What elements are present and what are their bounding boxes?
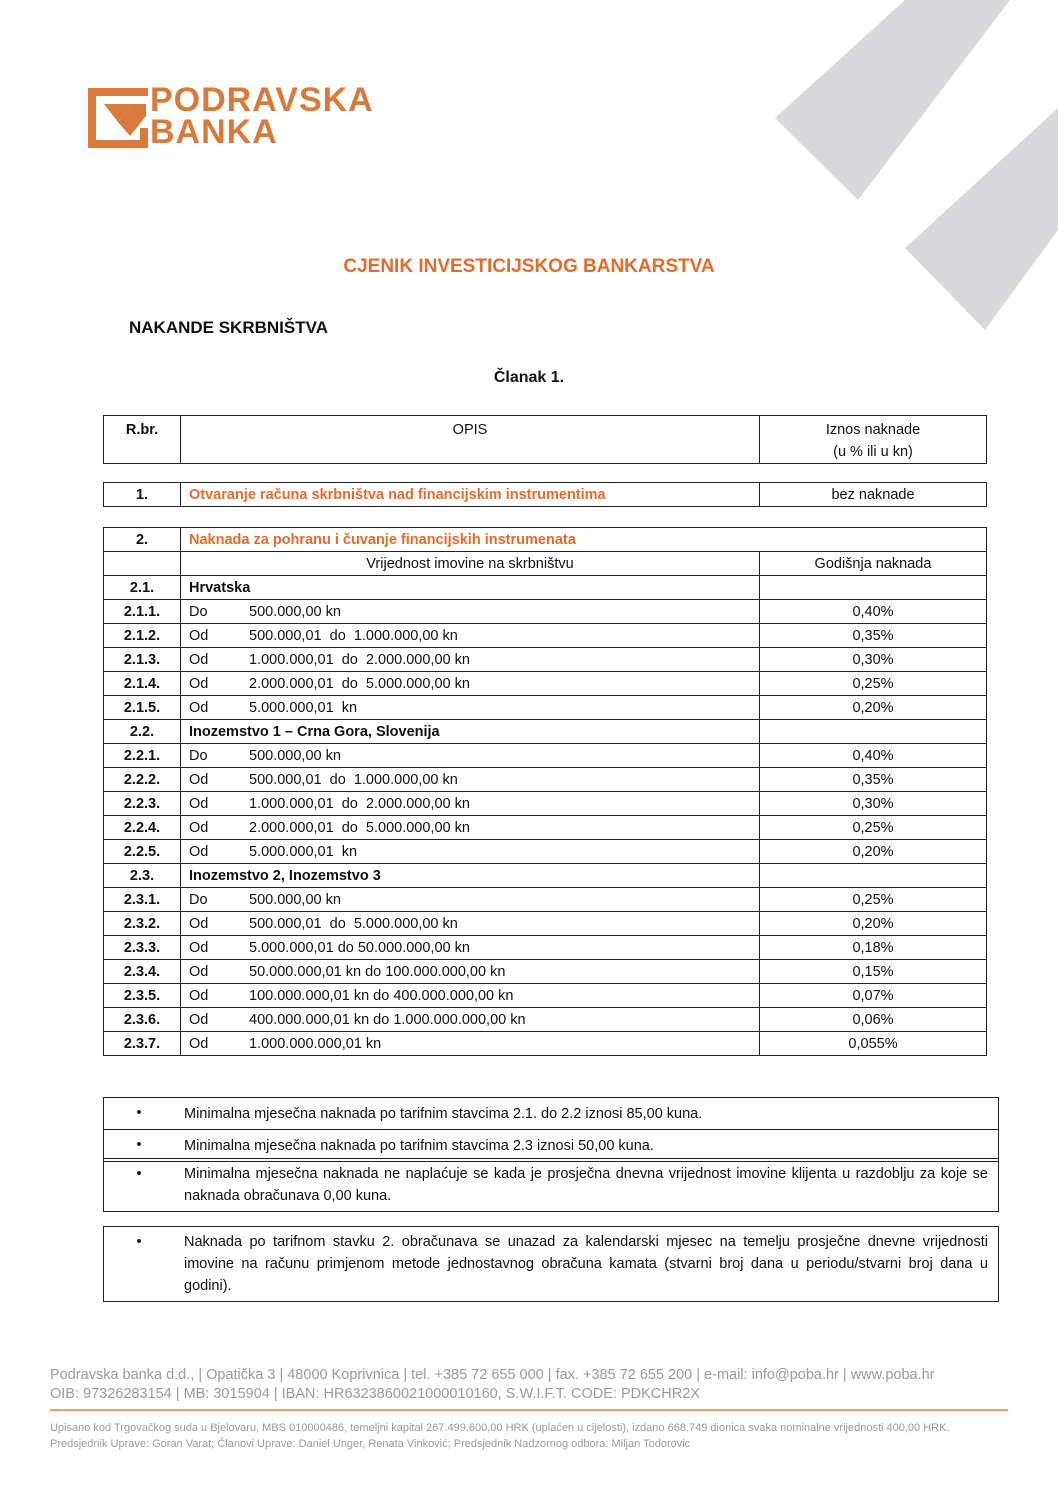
table-row xyxy=(104,840,987,864)
row-value: 0,40% xyxy=(760,744,987,768)
range-prefix: Od xyxy=(189,939,209,956)
fee-table xyxy=(103,527,987,1056)
article-heading: Članak 1. xyxy=(493,369,565,386)
range-prefix: Od xyxy=(189,1035,209,1052)
table-row xyxy=(104,1008,987,1032)
row-value: 0,18% xyxy=(760,936,987,960)
row-number: 1. xyxy=(104,483,181,507)
row-number: 2.3.6. xyxy=(104,1008,181,1032)
range-prefix: Od xyxy=(189,699,209,716)
row-value: 0,35% xyxy=(760,768,987,792)
range-prefix: Do xyxy=(189,603,208,620)
footer-line-1: Podravska banka d.d., | Opatička 3 | 48000 Koprivnica | tel. +385 72 655 000 | fax. +385 72 655 200 | e-mail: info@poba.hr | www.poba.hr xyxy=(50,1367,935,1383)
note-text: Naknada po tarifnom stavku 2. obračunava se unazad za kalendarski mjesec na temelju prosječne dnevne vrijednosti imovine na računu primjenom metode jednostavnog obračuna kamata (stvarni broj dana u periodu/stvarni broj dana u godini). xyxy=(174,1227,999,1302)
table-row xyxy=(104,912,987,936)
range-prefix: Od xyxy=(189,819,209,836)
document-title: CJENIK INVESTICIJSKOG BANKARSTVA xyxy=(343,256,715,277)
row-value: 0,25% xyxy=(760,816,987,840)
row-number: 2.1.2. xyxy=(104,624,181,648)
row-range xyxy=(181,672,760,696)
range-text: 100.000.000,01 kn do 400.000.000,00 kn xyxy=(249,987,514,1004)
row-value: bez naknade xyxy=(760,483,987,507)
note-row xyxy=(104,1159,999,1212)
row-range xyxy=(181,624,760,648)
subheader-col2: Vrijednost imovine na skrbništvu xyxy=(181,552,760,576)
row-value: 0,30% xyxy=(760,792,987,816)
row-range xyxy=(181,1008,760,1032)
row-number: 2.2.3. xyxy=(104,792,181,816)
note-row xyxy=(104,1098,999,1130)
row-value: 0,40% xyxy=(760,600,987,624)
range-text: 5.000.000,01 do 50.000.000,00 kn xyxy=(249,939,470,956)
footer-legal xyxy=(50,1420,950,1452)
bullet: • xyxy=(104,1159,175,1212)
header-rbr: R.br. xyxy=(104,416,181,464)
row-range xyxy=(181,696,760,720)
row-number: 2.3.5. xyxy=(104,984,181,1008)
row-number: 2.1.5. xyxy=(104,696,181,720)
range-prefix: Od xyxy=(189,915,209,932)
table-row xyxy=(104,792,987,816)
range-prefix: Od xyxy=(189,987,209,1004)
decorative-stripes xyxy=(0,0,1058,340)
header-row xyxy=(104,416,987,464)
bullet: • xyxy=(104,1130,175,1162)
range-prefix: Do xyxy=(189,891,208,908)
item-1-table xyxy=(103,482,987,507)
range-text: 500.000,01 do 1.000.000,00 kn xyxy=(249,627,458,644)
row-range xyxy=(181,960,760,984)
row-range xyxy=(181,840,760,864)
bank-logo-text: PODRAVSKA BANKA xyxy=(150,81,374,151)
table-row xyxy=(104,816,987,840)
group-label: Hrvatska xyxy=(181,576,760,600)
footer-divider xyxy=(50,1409,1008,1411)
table-row xyxy=(104,768,987,792)
table-row xyxy=(104,648,987,672)
row-range xyxy=(181,816,760,840)
section-title: NAKANDE SKRBNIŠTVA xyxy=(129,318,328,337)
range-text: 5.000.000,01 kn xyxy=(249,699,358,716)
row-value xyxy=(760,864,987,888)
row-value: 0,25% xyxy=(760,672,987,696)
table-row xyxy=(104,483,987,507)
note-box xyxy=(103,1226,999,1302)
row-range xyxy=(181,936,760,960)
table-row xyxy=(104,888,987,912)
range-text: 1.000.000,01 do 2.000.000,00 kn xyxy=(249,651,470,668)
table-row xyxy=(104,744,987,768)
range-text: 500.000,01 do 1.000.000,00 kn xyxy=(249,771,458,788)
row-number: 2.2.5. xyxy=(104,840,181,864)
range-text: 5.000.000,01 kn xyxy=(249,843,358,860)
footer-line-4: Predsjednik Uprave: Goran Varat; Članovi Uprave: Daniel Unger, Renata Vinković; Predsjednik Nadzornog odbora: Miljan Todorovic xyxy=(50,1438,691,1450)
row-number: 2.3.7. xyxy=(104,1032,181,1056)
row-number: 2.2.1. xyxy=(104,744,181,768)
note-row xyxy=(104,1227,999,1302)
footer-contact xyxy=(50,1366,935,1404)
note-box xyxy=(103,1158,999,1212)
range-text: 2.000.000,01 do 5.000.000,00 kn xyxy=(249,675,470,692)
range-text: 500.000,01 do 5.000.000,00 kn xyxy=(249,915,458,932)
group-label: Inozemstvo 1 – Crna Gora, Slovenija xyxy=(181,720,760,744)
row-number: 2.1.3. xyxy=(104,648,181,672)
row-number: 2.3.4. xyxy=(104,960,181,984)
table-row xyxy=(104,960,987,984)
range-prefix: Od xyxy=(189,675,209,692)
range-text: 500.000,00 kn xyxy=(249,603,341,620)
bullet: • xyxy=(104,1227,175,1302)
range-prefix: Od xyxy=(189,1011,209,1028)
note-text: Minimalna mjesečna naknada po tarifnim stavcima 2.1. do 2.2 iznosi 85,00 kuna. xyxy=(174,1098,999,1130)
row-label: Naknada za pohranu i čuvanje financijskih instrumenata xyxy=(181,528,987,552)
table-row xyxy=(104,936,987,960)
row-value: 0,07% xyxy=(760,984,987,1008)
row-range xyxy=(181,792,760,816)
table-row xyxy=(104,984,987,1008)
row-range xyxy=(181,744,760,768)
note-box xyxy=(103,1097,999,1162)
row-value: 0,35% xyxy=(760,624,987,648)
bullet: • xyxy=(104,1098,175,1130)
row-range xyxy=(181,984,760,1008)
row-number: 2.2.4. xyxy=(104,816,181,840)
subheader-row xyxy=(104,552,987,576)
row-value xyxy=(760,576,987,600)
note-text: Minimalna mjesečna naknada po tarifnim stavcima 2.3 iznosi 50,00 kuna. xyxy=(174,1130,999,1162)
row-range xyxy=(181,912,760,936)
row-value: 0,055% xyxy=(760,1032,987,1056)
row-value: 0,30% xyxy=(760,648,987,672)
row-number: 2.3.1. xyxy=(104,888,181,912)
range-text: 1.000.000.000,01 kn xyxy=(249,1035,382,1052)
table-row xyxy=(104,600,987,624)
row-number: 2. xyxy=(104,528,181,552)
row-range xyxy=(181,600,760,624)
row-number: 2.2.2. xyxy=(104,768,181,792)
footer-line-3: Upisano kod Trgovačkog suda u Bjelovaru, MBS 010000486, temeljni kapital 267.499.600,00 HRK (uplaćen u cijelosti), izdano 668.749 dionica svaka nominalne vrijednosti 400,00 HRK. xyxy=(50,1422,950,1434)
range-text: 400.000.000,01 kn do 1.000.000.000,00 kn xyxy=(249,1011,526,1028)
group-row xyxy=(104,720,987,744)
footer-line-2: OIB: 97326283154 | MB: 3015904 | IBAN: HR6323860021000010160, S.W.I.F.T. CODE: PDKCHR2X xyxy=(50,1386,700,1402)
row-number xyxy=(104,552,181,576)
table-row xyxy=(104,1032,987,1056)
row-range xyxy=(181,888,760,912)
range-text: 500.000,00 kn xyxy=(249,747,341,764)
range-prefix: Od xyxy=(189,795,209,812)
range-text: 2.000.000,01 do 5.000.000,00 kn xyxy=(249,819,470,836)
row-number: 2.2. xyxy=(104,720,181,744)
range-text: 1.000.000,01 do 2.000.000,00 kn xyxy=(249,795,470,812)
row-label: Otvaranje računa skrbništva nad financijskim instrumentima xyxy=(181,483,760,507)
table-row xyxy=(104,696,987,720)
row-range xyxy=(181,648,760,672)
subheader-col3: Godišnja naknada xyxy=(760,552,987,576)
bank-logo-icon xyxy=(88,88,148,148)
range-text: 500.000,00 kn xyxy=(249,891,341,908)
range-prefix: Od xyxy=(189,771,209,788)
row-number: 2.1.4. xyxy=(104,672,181,696)
header-table xyxy=(103,415,987,464)
bank-logo xyxy=(88,81,374,151)
row-number: 2.1. xyxy=(104,576,181,600)
row-value: 0,15% xyxy=(760,960,987,984)
row-range xyxy=(181,1032,760,1056)
range-prefix: Od xyxy=(189,963,209,980)
row-number: 2.3. xyxy=(104,864,181,888)
row-value xyxy=(760,720,987,744)
range-prefix: Od xyxy=(189,843,209,860)
note-row xyxy=(104,1130,999,1162)
row-value: 0,06% xyxy=(760,1008,987,1032)
table-row xyxy=(104,528,987,552)
row-value: 0,20% xyxy=(760,912,987,936)
group-row xyxy=(104,864,987,888)
range-text: 50.000.000,01 kn do 100.000.000,00 kn xyxy=(249,963,506,980)
row-range xyxy=(181,768,760,792)
range-prefix: Od xyxy=(189,651,209,668)
row-value: 0,20% xyxy=(760,840,987,864)
header-opis: OPIS xyxy=(181,416,760,464)
row-value: 0,25% xyxy=(760,888,987,912)
table-row xyxy=(104,672,987,696)
row-number: 2.3.2. xyxy=(104,912,181,936)
range-prefix: Od xyxy=(189,627,209,644)
group-row xyxy=(104,576,987,600)
range-prefix: Do xyxy=(189,747,208,764)
note-text: Minimalna mjesečna naknada ne naplaćuje se kada je prosječna dnevna vrijednost imovine klijenta u razdoblju za koje se naknada obračunava 0,00 kuna. xyxy=(174,1159,999,1212)
table-row xyxy=(104,624,987,648)
header-iznos: Iznos naknade (u % ili u kn) xyxy=(760,416,987,464)
group-label: Inozemstvo 2, Inozemstvo 3 xyxy=(181,864,760,888)
row-number: 2.1.1. xyxy=(104,600,181,624)
row-value: 0,20% xyxy=(760,696,987,720)
row-number: 2.3.3. xyxy=(104,936,181,960)
